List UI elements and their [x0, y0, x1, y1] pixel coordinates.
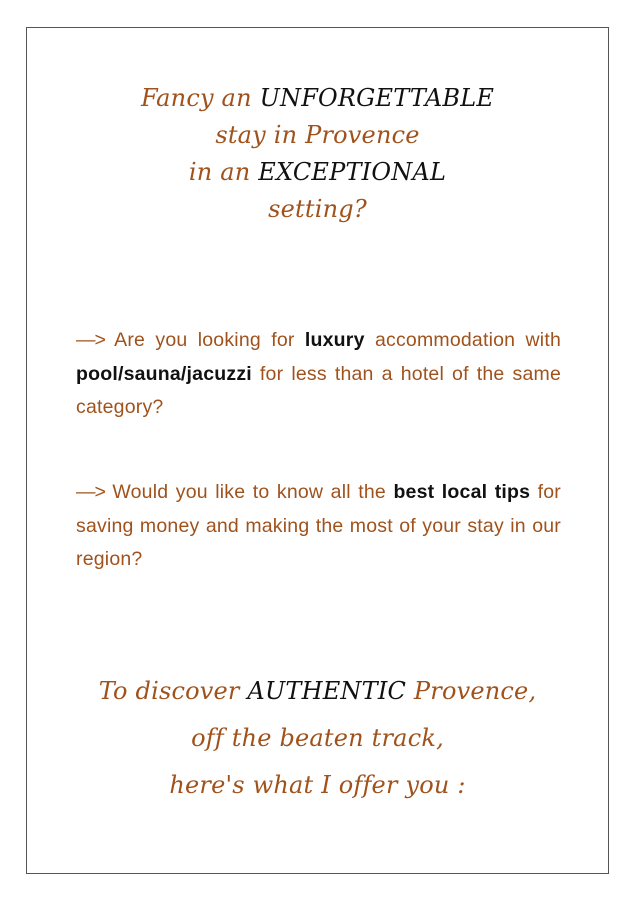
headline-line-1 — [27, 80, 608, 117]
closing-line-1 — [27, 668, 608, 715]
page-frame — [26, 27, 609, 874]
paragraph-text: Would you like to know all the — [104, 481, 394, 503]
highlight-amenities: pool/sauna/jacuzzi — [76, 362, 252, 385]
headline-emphasis: UNFORGETTABLE — [259, 84, 495, 112]
arrow-icon: —> — [76, 329, 105, 351]
headline-text: in an — [188, 158, 259, 186]
headline-line-3 — [27, 154, 608, 191]
highlight-luxury: luxury — [304, 329, 365, 351]
paragraph-text: Are you looking for — [104, 329, 305, 351]
paragraph-text: accommodation with — [364, 329, 561, 351]
closing-line-3: here's what I offer you : — [169, 771, 466, 799]
closing-statement — [27, 668, 608, 809]
headline-text: Fancy an — [140, 84, 260, 112]
question-paragraph-2 — [76, 476, 561, 577]
paragraph-text: for saving money and making the most of your stay in our region? — [76, 481, 561, 570]
headline-emphasis: EXCEPTIONAL — [258, 158, 447, 186]
paragraph-text: for less than a hotel of the same category? — [76, 362, 561, 418]
headline-line-4: setting? — [268, 195, 367, 223]
closing-emphasis: AUTHENTIC — [247, 677, 407, 705]
closing-line-2: off the beaten track, — [191, 724, 444, 752]
closing-text: Provence, — [406, 677, 537, 705]
headline — [27, 80, 608, 228]
question-paragraph-1 — [76, 324, 561, 425]
arrow-icon: —> — [76, 481, 105, 503]
headline-line-2: stay in Provence — [215, 121, 420, 149]
closing-text: To discover — [98, 677, 248, 705]
highlight-local-tips: best local tips — [393, 481, 531, 503]
